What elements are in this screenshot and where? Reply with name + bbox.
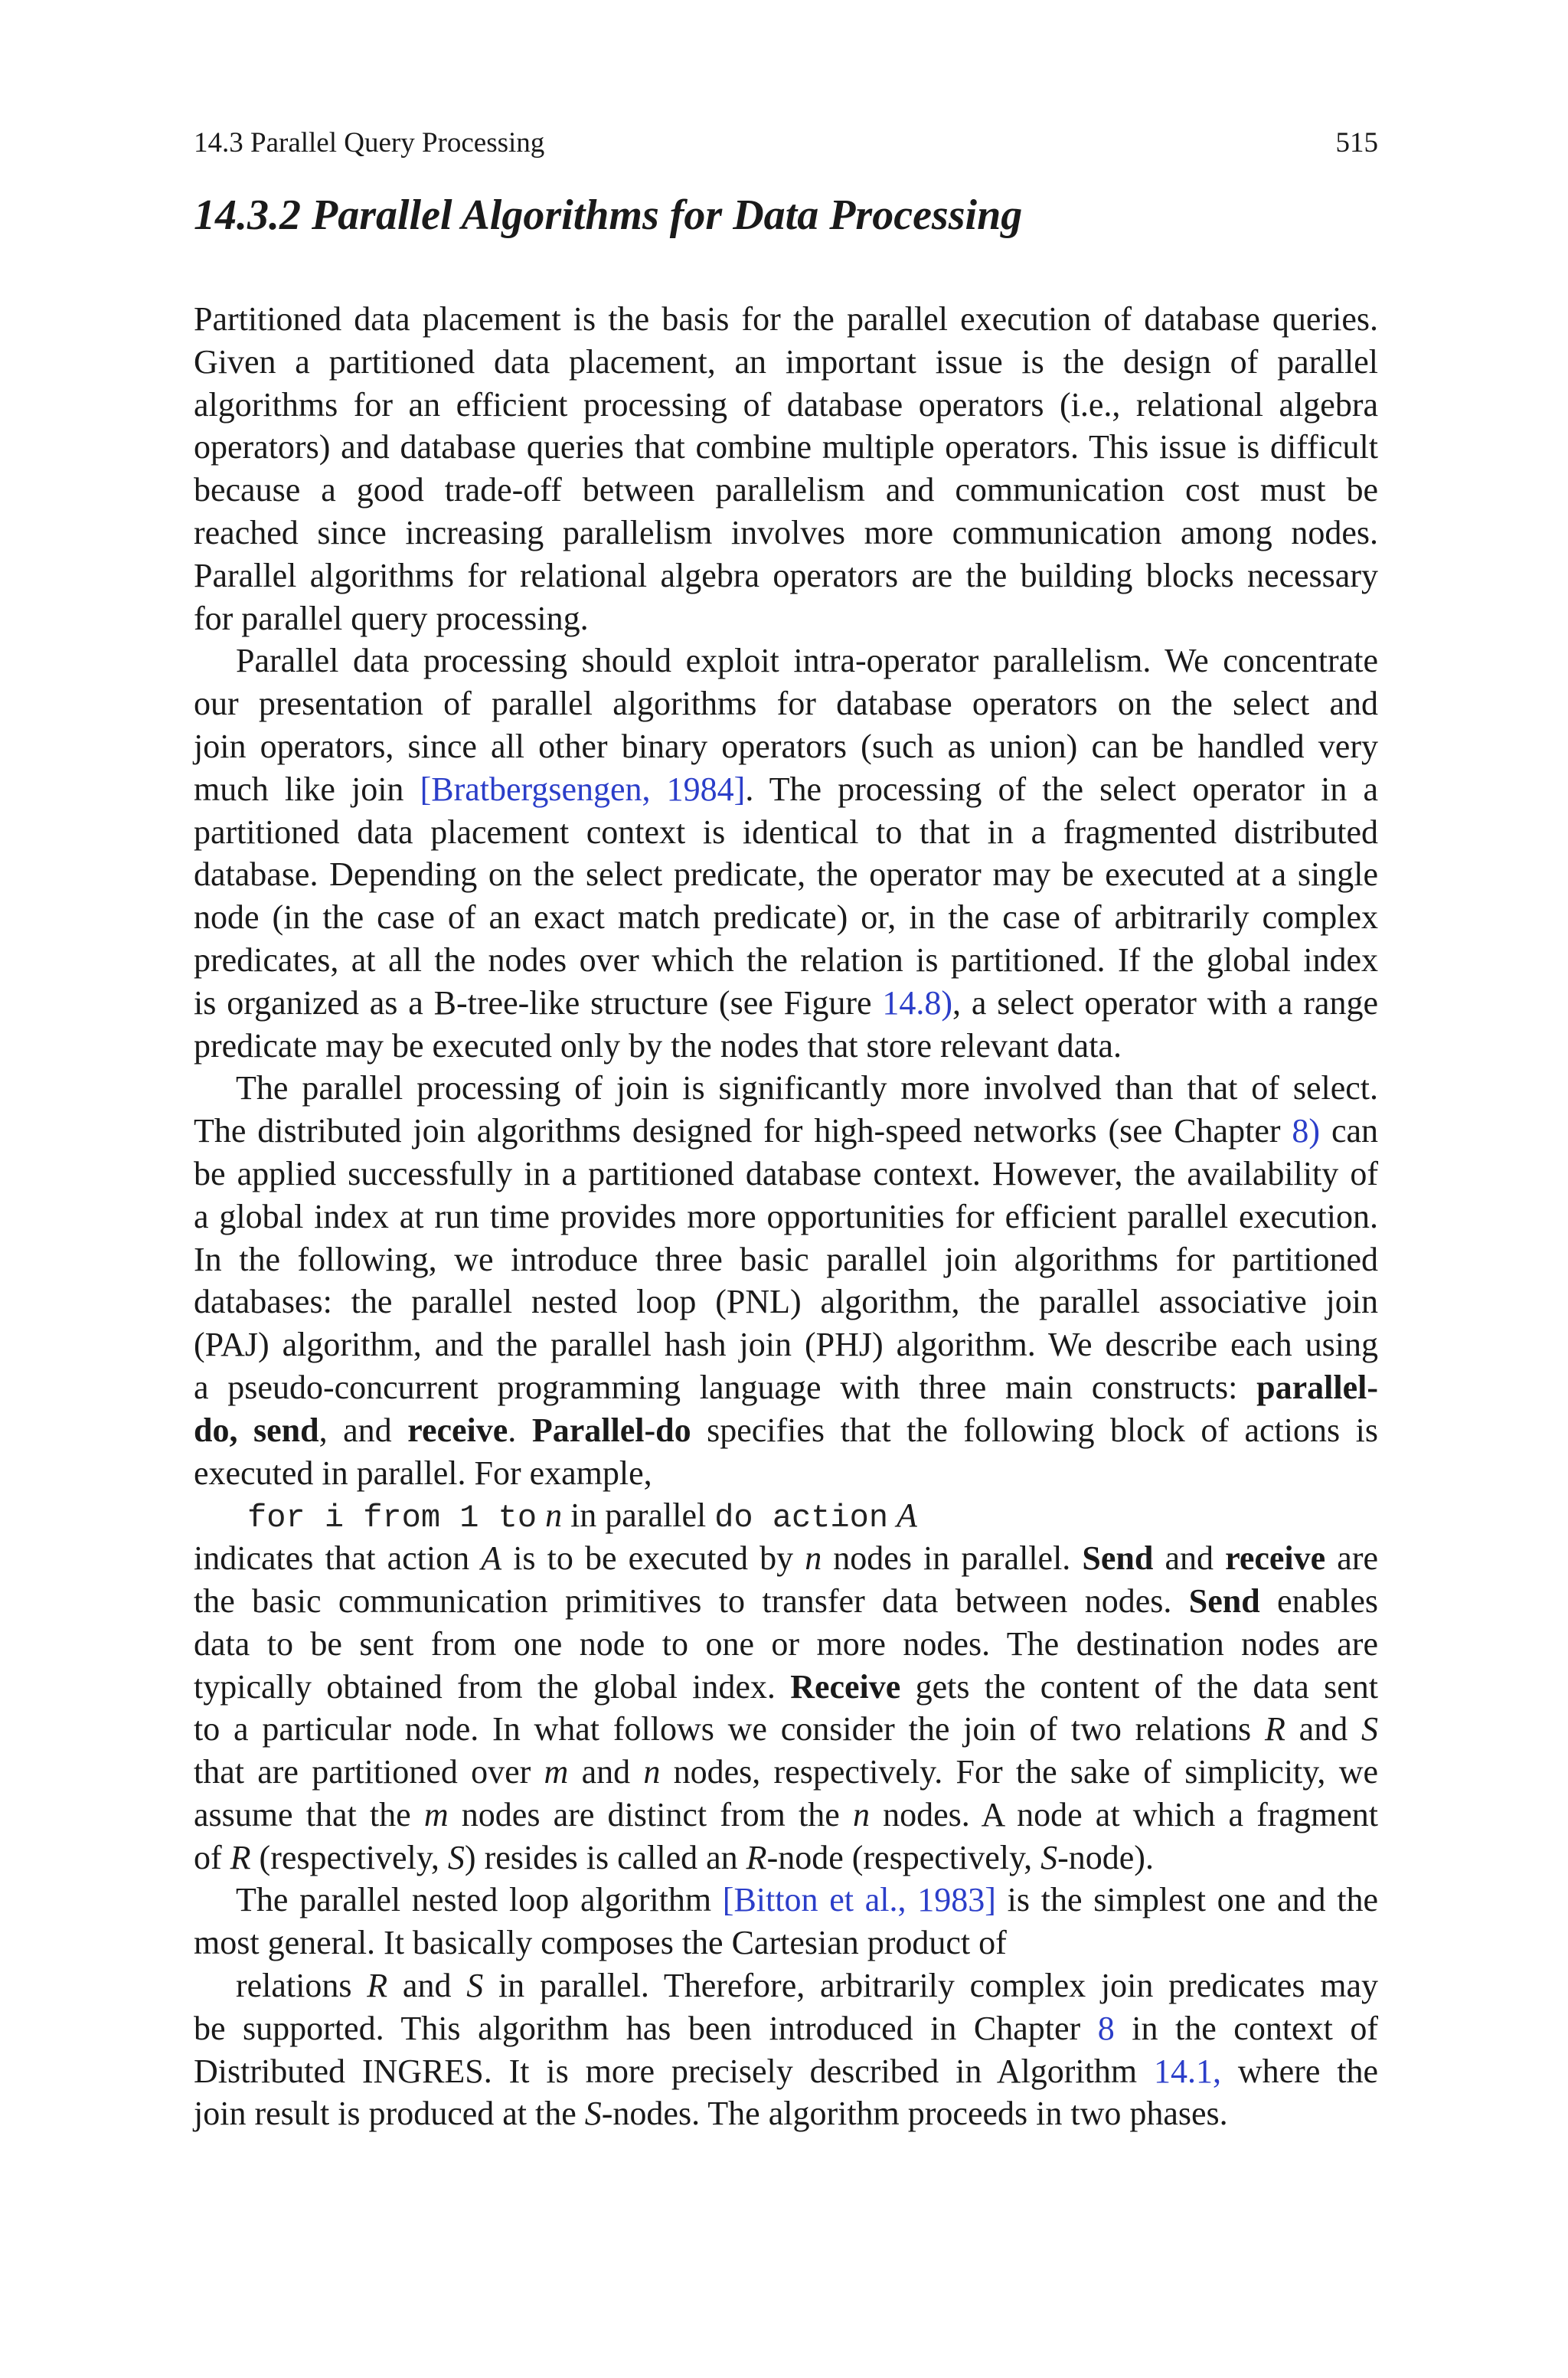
para2-line: predicate may be executed only by the nodes that store relevant data. <box>194 1026 1122 1065</box>
chapter-ref-8[interactable]: 8) <box>1292 1112 1321 1150</box>
para1-line: because a good trade-off between parallelism and communication cost must be <box>194 471 1378 509</box>
para5-line: most general. It basically composes the Cartesian product of <box>194 1924 1007 1962</box>
para2-line: partitioned data placement context is identical to that in a fragmented distributed <box>194 813 1378 851</box>
page-number: 515 <box>1335 127 1378 159</box>
para6-line: join result is produced at the S-nodes. The algorithm proceeds in two phases. <box>194 2095 1228 2133</box>
para3-line: be applied successfully in a partitioned database context. However, the availability of <box>194 1154 1378 1192</box>
citation-bratbergsengen-1984[interactable]: [Bratbergsengen, 1984] <box>420 770 746 808</box>
body-text <box>194 298 1378 2135</box>
running-header <box>194 126 1378 160</box>
para6-line: be supported. This algorithm has been introduced in Chapter 8 in the context of <box>194 2009 1378 2047</box>
para5-line: The parallel nested loop algorithm [Bitton et al., 1983] is the simplest one and the <box>236 1881 1378 1919</box>
para3-line: The distributed join algorithms designed for high-speed networks (see Chapter 8) can <box>194 1112 1378 1150</box>
section-title: 14.3.2 Parallel Algorithms for Data Processing <box>194 191 1023 239</box>
para3-line: a pseudo-concurrent programming language with three main constructs: parallel- <box>194 1368 1378 1406</box>
para1-line: reached since increasing parallelism involves more communication among nodes. <box>194 513 1378 551</box>
para3-line: databases: the parallel nested loop (PNL) algorithm, the parallel associative join <box>194 1283 1378 1321</box>
para1-line: algorithms for an efficient processing of database operators (i.e., relational algebra <box>194 385 1378 424</box>
figure-ref-14-8[interactable]: 14.8) <box>882 983 953 1022</box>
para2-line: is organized as a B-tree-like structure (see Figure 14.8), a select operator with a range <box>194 983 1378 1022</box>
para6-line: relations R and S in parallel. Therefore, arbitrarily complex join predicates may <box>236 1967 1378 2005</box>
para3-line: do, send, and receive. Parallel-do specifies that the following block of actions is <box>194 1411 1379 1449</box>
para4-line: of R (respectively, S) resides is called an R-node (respectively, S-node). <box>194 1838 1154 1876</box>
chapter-ref-8[interactable]: 8 <box>1097 2009 1115 2047</box>
citation-bitton-1983[interactable]: [Bitton et al., 1983] <box>722 1881 996 1919</box>
running-header-section: 14.3 Parallel Query Processing <box>194 127 545 159</box>
para3-line: executed in parallel. For example, <box>194 1454 652 1492</box>
para6-line: Distributed INGRES. It is more precisely described in Algorithm 14.1, where the <box>194 2052 1378 2090</box>
code-example: for i from 1 to n in parallel do action A <box>247 1496 917 1537</box>
para4-line: that are partitioned over m and n nodes, respectively. For the sake of simplicity, we <box>194 1753 1378 1791</box>
para4-line: data to be sent from one node to one or more nodes. The destination nodes are <box>194 1624 1378 1663</box>
para2-line: much like join [Bratbergsengen, 1984]. The processing of the select operator in a <box>194 770 1378 808</box>
para1-line: for parallel query processing. <box>194 599 589 637</box>
para2-line: predicates, at all the nodes over which the relation is partitioned. If the global index <box>194 940 1378 979</box>
para4-line: typically obtained from the global index. Receive gets the content of the data sent <box>194 1667 1378 1706</box>
para4-line: indicates that action A is to be executed by n nodes in parallel. Send and receive are <box>194 1539 1379 1578</box>
para1-line: Parallel algorithms for relational algebra operators are the building blocks necessary <box>194 556 1378 594</box>
para3-line: a global index at run time provides more opportunities for efficient parallel execution. <box>194 1197 1378 1235</box>
para3-line: The parallel processing of join is significantly more involved than that of select. <box>236 1069 1378 1107</box>
para4-line: to a particular node. In what follows we consider the join of two relations R and S <box>194 1710 1378 1748</box>
para2-line: join operators, since all other binary operators (such as union) can be handled very <box>194 727 1378 765</box>
para3-line: In the following, we introduce three basic parallel join algorithms for partitioned <box>194 1240 1378 1278</box>
para1-line: operators) and database queries that combine multiple operators. This issue is difficult <box>194 428 1378 466</box>
algorithm-ref-14-1[interactable]: 14.1, <box>1153 2052 1221 2090</box>
para2-line: database. Depending on the select predicate, the operator may be executed at a single <box>194 855 1378 894</box>
para4-line: assume that the m nodes are distinct from the n nodes. A node at which a fragment <box>194 1795 1378 1833</box>
para3-line: (PAJ) algorithm, and the parallel hash join (PHJ) algorithm. We describe each using <box>194 1326 1378 1364</box>
para2-line: our presentation of parallel algorithms for database operators on the select and <box>194 685 1378 723</box>
para4-line: the basic communication primitives to transfer data between nodes. Send enables <box>194 1582 1378 1620</box>
para1-line: Given a partitioned data placement, an important issue is the design of parallel <box>194 342 1378 381</box>
para2-line: node (in the case of an exact match predicate) or, in the case of arbitrarily complex <box>194 898 1378 937</box>
para2-line: Parallel data processing should exploit intra-operator parallelism. We concentrate <box>236 642 1378 680</box>
para1-line: Partitioned data placement is the basis for the parallel execution of database queries. <box>194 300 1378 338</box>
